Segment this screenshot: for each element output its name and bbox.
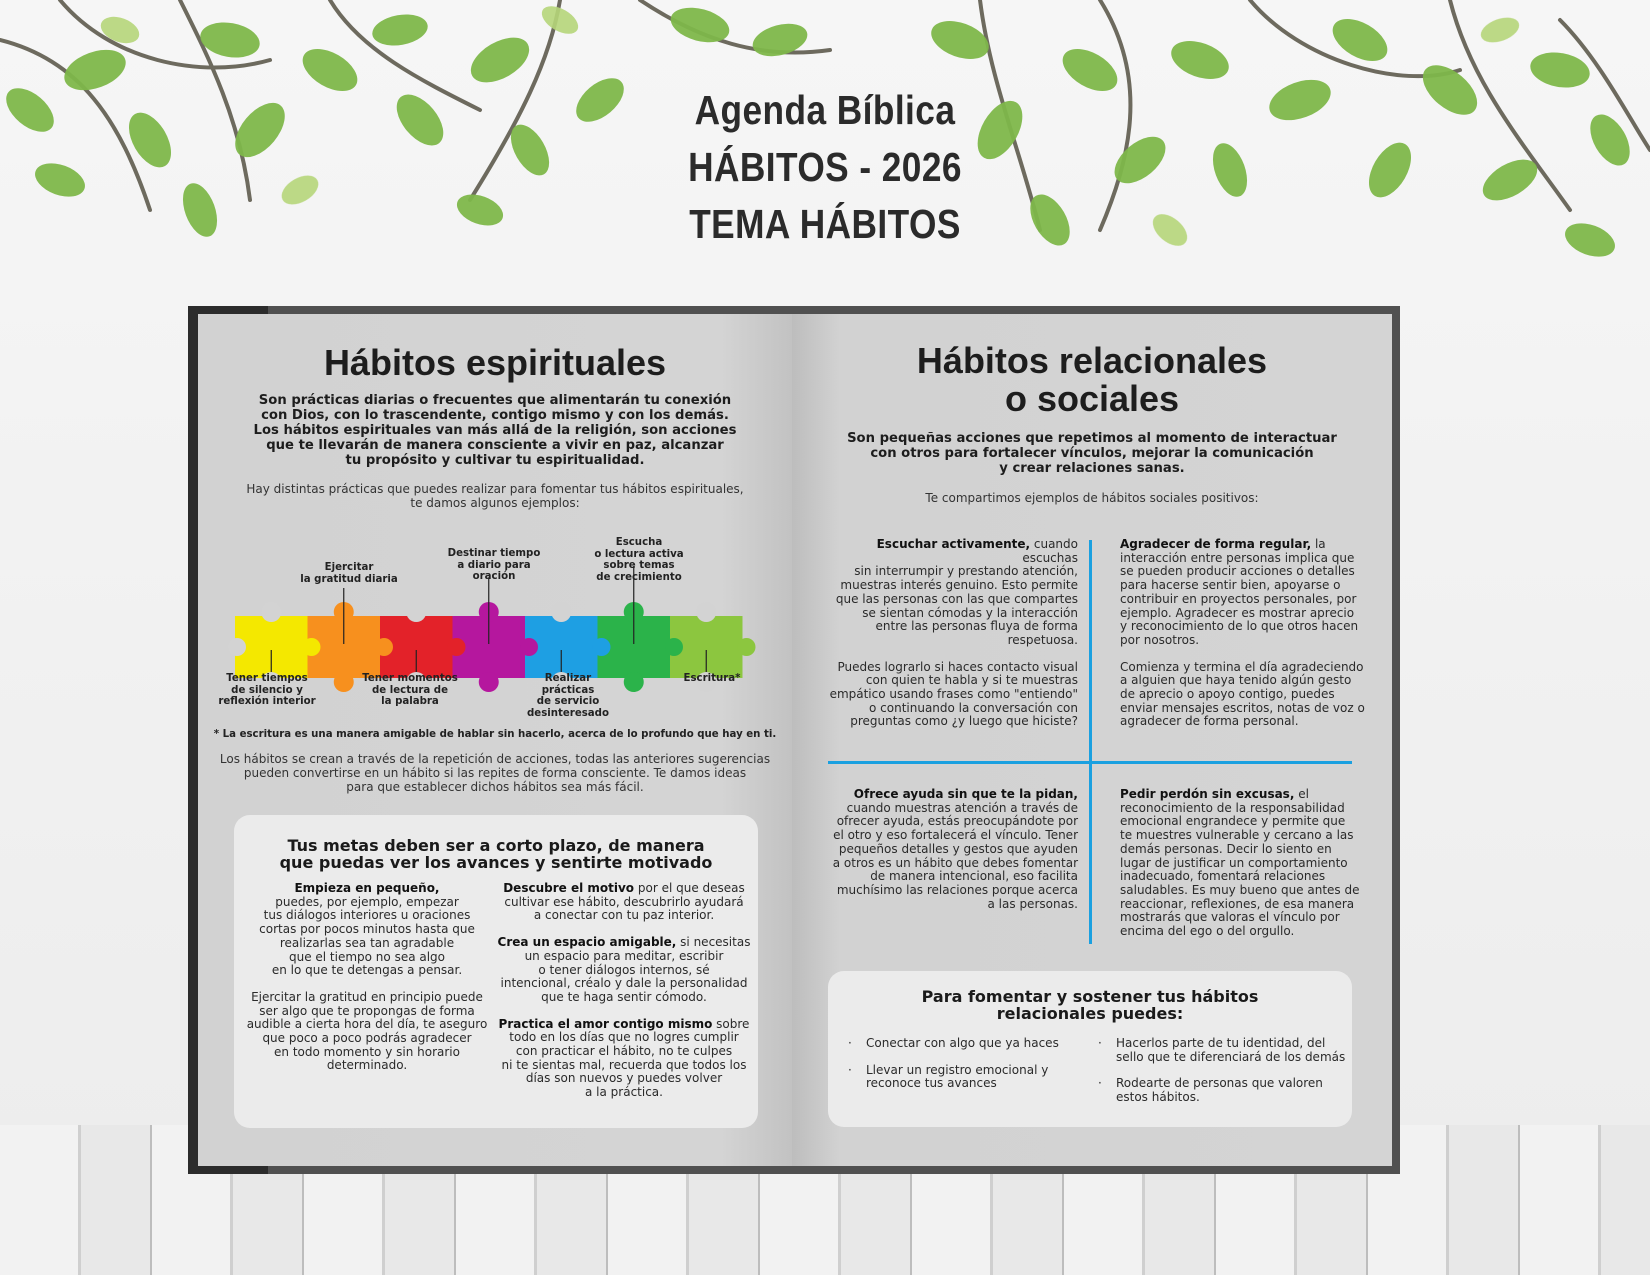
label-line: de silencio y [231,684,303,696]
bullet-item [1098,1037,1348,1064]
label-line: prácticas [541,684,595,696]
intro-line: y crear relaciones sanas. [999,461,1185,476]
tip-line: días son nuevos y puedes volver [525,1071,723,1086]
habit-line: inadecuado, fomentará relaciones [1120,869,1326,884]
body-line: pueden convertirse en un hábito si las repites de forma consciente. Te damos ideas [243,765,747,780]
habit-agradecer [1120,538,1370,742]
habit-line: ejemplo. Agradecer es mostrar aprecio [1120,605,1355,620]
habit-line: interacción entre personas implica que [1120,550,1355,565]
label-line: Escritura* [683,673,741,684]
tip-heading: Descubre el motivo [503,881,635,895]
puzzle-label-gratitud [289,562,409,585]
habit-line: se sientan cómodas y la interacción [862,605,1078,620]
label-line: Tener tiempos [226,673,308,684]
bullet-item [1098,1077,1348,1104]
tip-line: si necesitas [676,935,751,950]
habit-line: emocional engrandece y permite que [1120,814,1346,829]
right-page [792,314,1392,1166]
tip-line: cultivar ese hábito, descubrirlo ayudará [504,894,744,909]
habit-line: agradecer de forma personal. [1120,714,1299,729]
habit-line: de manera intencional, eso facilita [870,869,1078,884]
habit-line: de aprecio o apoyo contigo, puedes [1120,687,1335,702]
horizontal-divider [828,761,1352,764]
habit-line: reconocimiento de la responsabilidad [1120,800,1345,815]
title-line: Hábitos relacionales [916,340,1268,381]
title-line: HÁBITOS - 2026 [688,144,962,190]
intro-line: tu propósito y cultivar tu espiritualidad. [345,453,645,468]
habit-line: para hacerse sentir bien, apoyarse o [1120,578,1341,593]
tip-heading: Empieza en pequeño, [294,881,440,895]
habit-ofrece-ayuda [828,788,1078,924]
title-line: o sociales [1004,378,1180,419]
label-line: Tener momentos [362,673,458,684]
habit-heading: Escuchar activamente, [876,537,1031,551]
right-intro [792,431,1392,476]
label-line: de crecimiento [596,571,682,583]
left-subtitle [198,483,792,511]
puzzle-tab [303,638,321,656]
right-page-title [792,342,1392,418]
puzzle-label-escritura [652,673,772,685]
bullet-item [848,1037,1088,1051]
tip-line: tus diálogos interiores u oraciones [263,908,471,923]
habit-line: ofrecer ayuda, estás preocupándote por [836,814,1078,829]
label-line: Ejercitar [324,562,374,573]
goals-col-1 [242,882,492,1086]
bullet-line: Llevar un registro emocional y [866,1062,1049,1077]
habit-line: lugar de justificar un comportamiento [1120,855,1348,870]
habit-line: cuando escuchas [1022,537,1078,565]
habit-heading: Pedir perdón sin excusas, [1120,787,1295,801]
habit-line: y reconocimiento de lo que otros hacen [1120,619,1359,634]
goals-title [234,837,758,871]
habit-line: la [1311,537,1326,551]
title-line: relacionales puedes: [996,1004,1184,1023]
puzzle-tab [448,638,466,656]
title-line: TEMA HÁBITOS [689,201,961,247]
tip-line: en lo que te detengas a pensar. [271,963,463,978]
habit-line: o continuando la conversación con [869,700,1078,715]
puzzle-label-lectura [350,673,470,708]
body-line: Los hábitos se crean a través de la repetición de acciones, todas las anteriores sugerencias [219,752,771,766]
habit-line: que las personas con las que compartes [835,591,1078,606]
footnote: * La escritura es una manera amigable de hablar sin hacerlo, acerca de lo profundo que hay en ti. [213,729,777,740]
intro-line: Son pequeñas acciones que repetimos al momento de interactuar [847,431,1337,446]
tip-line: puedes, por ejemplo, empezar [275,894,459,909]
left-page-title: Hábitos espirituales [323,342,667,383]
habit-line: muestras interés genuino. Esto permite [840,578,1078,593]
bullet-line: estos hábitos. [1116,1090,1200,1105]
habit-line: el otro y eso fortalecerá el vínculo. Tener [833,828,1078,843]
habit-line: se pueden producir acciones o detalles [1120,564,1355,579]
puzzle-label-escucha [579,537,699,583]
subtitle-line: Hay distintas prácticas que puedes realizar para fomentar tus hábitos espirituales, [246,482,744,496]
bullet-line: Hacerlos parte de tu identidad, del [1116,1036,1326,1050]
tip-line: intencional, créalo y dale la personalidad [500,976,748,991]
tip-line: realizarlas sea tan agradable [279,935,455,950]
habit-line: demás personas. Decir lo siento en [1120,841,1332,856]
right-subtitle: Te compartimos ejemplos de hábitos sociales positivos: [925,491,1259,505]
label-line: de servicio [536,696,600,707]
habit-line: contribuir en proyectos personales, por [1120,591,1357,606]
habit-heading: Agradecer de forma regular, [1120,537,1312,551]
label-line: Escucha [615,537,663,548]
tip-line: en todo momento y sin horario [274,1044,460,1059]
habit-line: reaccionar, reflexiones, de esa manera [1120,896,1355,911]
tip-line: audible a cierta hora del día, te aseguro [246,1017,488,1032]
tip-line: con practicar el hábito, no te culpes [515,1044,733,1059]
tip-line: que el tiempo no sea algo [288,949,446,964]
title-line: Para fomentar y sostener tus hábitos [921,987,1259,1006]
habit-line: empático usando frases como "entiendo" [829,687,1078,702]
puzzle-tab [375,638,393,656]
tip-line: por el que deseas [634,881,745,895]
tip-line: que te haga sentir cómodo. [541,989,707,1004]
tip-line: cortas por pocos minutos hasta que [259,922,475,937]
bullet-item [848,1064,1088,1091]
bullet-line: Rodearte de personas que valoren [1116,1076,1323,1091]
label-line: a diario para [457,559,531,571]
title-line: Agenda Bíblica [694,87,956,133]
habit-line: cuando muestras atención a través de [846,800,1078,815]
tip-heading: Practica el amor contigo mismo [498,1016,713,1031]
tip-line: determinado. [326,1058,408,1073]
habit-line: preguntas como ¿y luego que hiciste? [850,714,1078,729]
habit-escuchar [828,538,1078,742]
tip-line: a la práctica. [585,1085,663,1100]
habit-line: pequeños detalles y gestos que ayuden [838,841,1078,856]
bullet-line: sello que te diferenciará de los demás [1116,1049,1346,1064]
label-line: la palabra [381,696,439,707]
tip-line: ser algo que te propongas de forma [259,1003,475,1018]
habit-heading: Ofrece ayuda sin que te la pidan, [853,787,1078,801]
habit-line: a las personas. [987,896,1078,911]
label-line: o lectura activa [594,548,684,560]
puzzle-label-servicio [508,673,628,719]
tip-line: un espacio para meditar, escribir [524,948,724,963]
habit-line: el [1294,787,1309,801]
puzzle-tab [738,638,756,656]
left-body [198,753,792,794]
intro-line: que te llevarán de manera consciente a vivir en paz, alcanzar [266,438,724,453]
body-line: para que establecer dichos hábitos sea más fácil. [346,779,644,794]
habit-line: enviar mensajes escritos, notas de voz o [1120,700,1365,715]
tip-line: que poco a poco podrás agradecer [262,1031,472,1046]
intro-line: con Dios, con lo trascendente, contigo mismo y con los demás. [261,408,729,423]
habit-line: entre las personas fluya de forma [875,619,1078,634]
label-line: desinteresado [527,707,609,719]
tip-line: o tener diálogos internos, sé [538,962,710,977]
label-line: de lectura de [372,684,448,696]
title-line: Tus metas deben ser a corto plazo, de manera [287,836,705,855]
puzzle-tab [665,638,683,656]
puzzle-tab [520,638,538,656]
puzzle-label-silencio [207,673,327,708]
main-title [632,82,1019,253]
label-line: oración [472,571,516,582]
foster-title [828,988,1352,1022]
intro-line: Los hábitos espirituales van más allá de la religión, son acciones [253,423,737,438]
goals-col-2 [496,882,752,1113]
left-intro [198,393,792,468]
habit-line: mostrarás que valoras el vínculo por [1120,910,1340,925]
foster-list-1 [848,1037,1088,1104]
bullet-line: reconoce tus avances [866,1076,997,1091]
tip-line: sobre [712,1016,750,1031]
foster-list-2 [1098,1037,1348,1118]
foster-box [828,971,1352,1127]
vertical-divider [1089,540,1092,944]
habit-line: Puedes lograrlo si haces contacto visual [837,659,1078,674]
habit-pedir-perdon [1120,788,1370,952]
intro-line: Son prácticas diarias o frecuentes que alimentarán tu conexión [258,393,732,408]
habit-line: sin interrumpir y prestando atención, [854,564,1078,579]
habit-line: muchísimo las relaciones porque acerca [836,882,1078,897]
subtitle-line: te damos algunos ejemplos: [410,495,580,510]
habit-line: encima del ego o del orgullo. [1120,924,1295,939]
puzzle-tab [593,638,611,656]
habit-line: con quien te habla y si te muestras [865,673,1078,688]
label-line: sobre temas [603,560,675,571]
title-line: que puedas ver los avances y sentirte motivado [279,853,713,872]
habit-line: a otros es un hábito que debes fomentar [832,855,1078,870]
habit-line: saludables. Es muy bueno que antes de [1120,882,1360,897]
left-page [198,314,792,1166]
intro-line: con otros para fortalecer vínculos, mejorar la comunicación [870,446,1314,461]
tip-line: Ejercitar la gratitud en principio puede [251,989,483,1004]
goals-box [234,815,758,1128]
bullet-line: Conectar con algo que ya haces [866,1036,1059,1050]
label-line: Destinar tiempo [447,548,541,559]
habit-line: a alguien que haya tenido algún gesto [1120,673,1352,688]
habit-line: respetuosa. [1007,632,1078,647]
puzzle-label-oracion [434,548,554,583]
habit-line: te muestres vulnerable y cercano a las [1120,828,1354,843]
label-line: Realizar [544,673,592,684]
tip-line: a conectar con tu paz interior. [533,908,715,923]
habit-line: Comienza y termina el día agradeciendo [1120,659,1364,674]
habit-line: por nosotros. [1120,632,1200,647]
tip-line: todo en los días que no logres cumplir [509,1030,739,1045]
label-line: la gratitud diaria [300,573,398,585]
tip-heading: Crea un espacio amigable, [497,935,677,950]
puzzle-notch [228,638,246,656]
label-line: reflexión interior [218,696,316,707]
tip-line: ni te sientas mal, recuerda que todos los [501,1057,747,1072]
